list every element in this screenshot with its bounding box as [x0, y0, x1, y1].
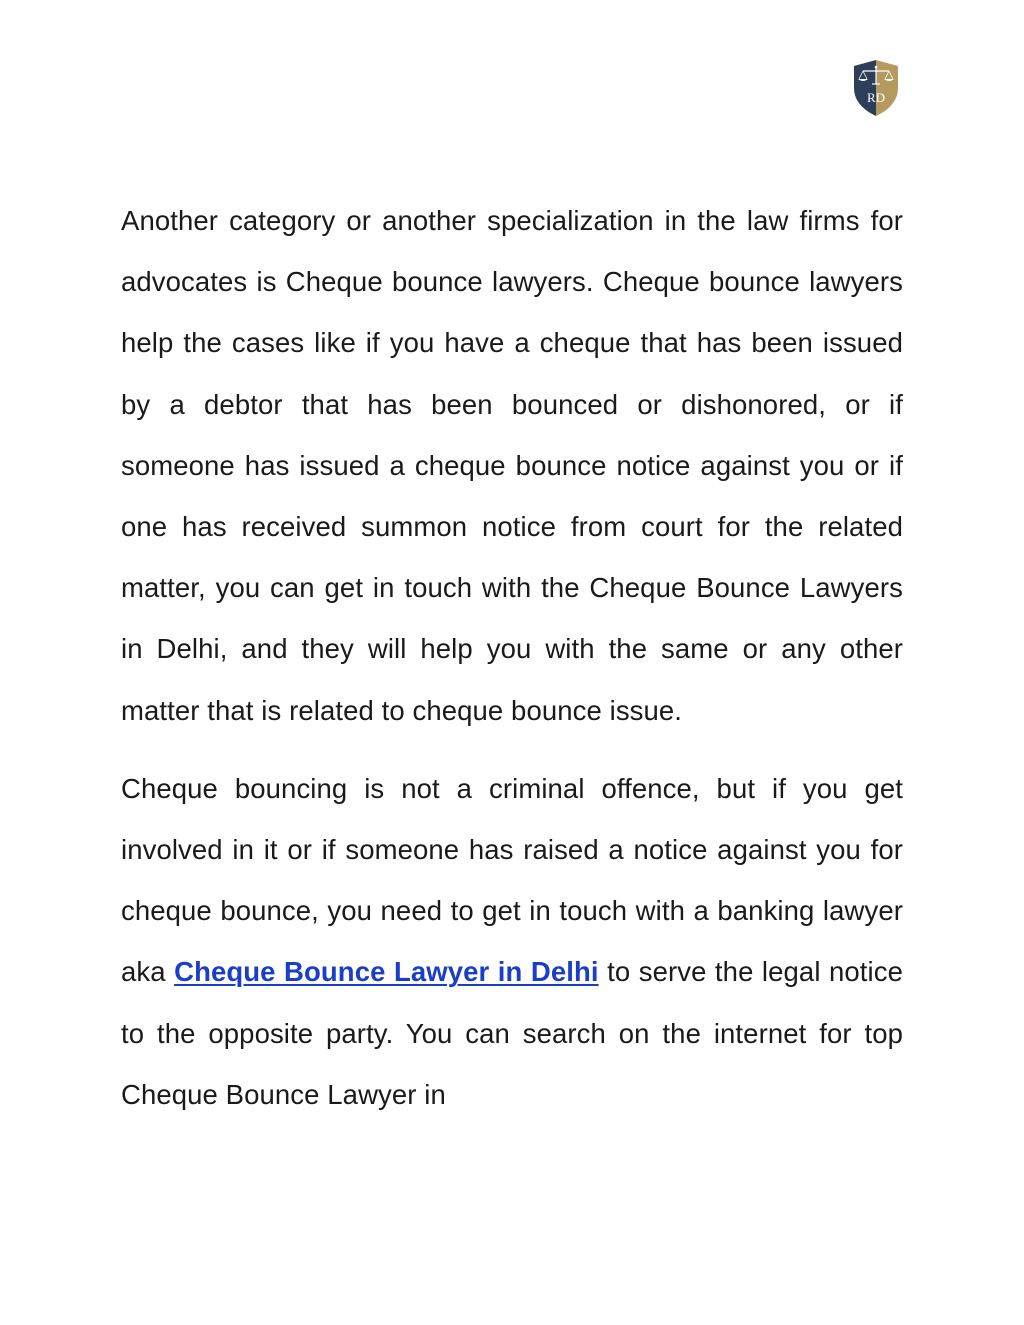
scales-of-justice-shield-icon — [851, 58, 901, 118]
paragraph-text-before-link: Cheque bouncing is not a criminal offence, but if you get involved in it or if someone has raised a notice against you for cheque bounce, you need to get in touch with a banking lawyer aka — [121, 772, 903, 988]
article-body — [121, 190, 903, 1125]
cheque-bounce-lawyer-delhi-link[interactable]: Cheque Bounce Lawyer in Delhi — [174, 956, 599, 988]
rd-logo — [851, 58, 901, 118]
paragraph-cheque-bouncing — [121, 758, 903, 1125]
paragraph-cheque-bounce-lawyers: Another category or another specialization in the law firms for advocates is Cheque bounce lawyers. Cheque bounce lawyers help the cases like if you have a cheque that has been issued by a debtor that has been bounced or dishonored, or if someone has issued a cheque bounce notice against you or if one has received summon notice from court for the related matter, you can get in touch with the Cheque Bounce Lawyers in Delhi, and they will help you with the same or any other matter that is related to cheque bounce issue. — [121, 205, 903, 726]
logo-initials: RD — [866, 90, 886, 105]
paragraph-text-after-link: to serve the legal notice to the opposite party. You can search on the internet for top Cheque Bounce Lawyer in — [121, 956, 903, 1110]
